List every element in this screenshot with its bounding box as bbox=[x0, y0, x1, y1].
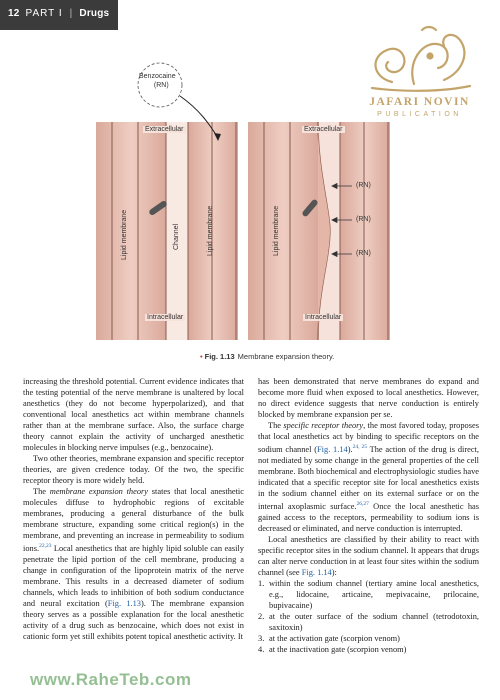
left-paragraph-1: increasing the threshold potential. Current evidence indicates that the testing potential of the nerve membrane is unaltered by local anesthetics (they do not become hyperpolarized), and that conventional local anesthetics act within membrane channels rather than at the membrane surface. Also, the surface charge theory cannot explain the activity of uncharged anesthetic molecules in blocking nerve impulses (e.g., benzocaine). bbox=[23, 377, 244, 452]
list-text: at the inactivation gate (scorpion venom) bbox=[269, 644, 407, 654]
rn-label-3: (RN) bbox=[356, 250, 371, 257]
left-lipid-label-2: Lipid membrane bbox=[207, 205, 214, 256]
watermark: www.RaheTeb.com bbox=[30, 670, 192, 689]
rp2-text-c: ). bbox=[347, 444, 353, 454]
rp2-text-b: , the most favored today, proposes that local anesthetics act by binding to specific receptors on the sodium channel ( bbox=[258, 421, 479, 454]
right-panel bbox=[248, 122, 390, 340]
channel-label: Channel bbox=[173, 223, 180, 250]
list-number: 2. bbox=[258, 611, 265, 621]
list-text: within the sodium channel (tertiary amine local anesthetics, e.g., lidocaine, articaine, mepivacaine, prilocaine, bupivacaine) bbox=[269, 578, 479, 610]
right-paragraph-3 bbox=[258, 534, 479, 578]
fig-1-14-link[interactable]: Fig. 1.14 bbox=[317, 444, 348, 454]
logo-subtitle: PUBLICATION bbox=[377, 111, 462, 118]
page-number: 12 bbox=[8, 8, 20, 19]
caption-bullet: • bbox=[200, 352, 203, 361]
list-number: 1. bbox=[258, 578, 265, 588]
left-lipid-label: Lipid membrane bbox=[121, 209, 128, 260]
list-text: at the activation gate (scorpion venom) bbox=[269, 633, 400, 643]
reference-26-27[interactable]: 26,27 bbox=[356, 500, 369, 507]
rp2-text-e: Once the local anesthetic has gained access to the receptors, permeability to sodium ions is decreased or eliminated, and nerve conduction is interrupted. bbox=[258, 501, 479, 533]
benzocaine-rn: (RN) bbox=[153, 82, 169, 89]
rp3-text-a: Local anesthetics are classified by their ability to react with specific receptor sites in the sodium channel. It appears that drugs can alter nerve conduction in at least four sites within the sodium channel (see bbox=[258, 534, 479, 577]
rp2-lead: The bbox=[268, 421, 284, 430]
list-item bbox=[258, 633, 479, 644]
left-intracellular-label: Intracellular bbox=[147, 314, 184, 321]
list-number: 4. bbox=[258, 644, 265, 654]
p3-text-c: Local anesthetics that are highly lipid soluble can easily penetrate the lipid portion of the cell membrane, producing a change in configuration of the lipoprotein matrix of the nerve membrane. This results in a decreased diameter of sodium channels, which leads to inhibition of both sodium conductance and neural excitation ( bbox=[23, 543, 244, 608]
right-extracellular-label: Extracellular bbox=[304, 126, 343, 133]
rp3-text-b: ): bbox=[331, 567, 337, 577]
figure-caption bbox=[200, 352, 334, 361]
header-separator: | bbox=[69, 8, 73, 19]
benzocaine-text: Benzocaine bbox=[139, 73, 176, 80]
list-text: at the outer surface of the sodium channel (tetrodotoxin, saxitoxin) bbox=[269, 611, 479, 632]
fig-1-13-link[interactable]: Fig. 1.13 bbox=[107, 598, 141, 608]
list-number: 3. bbox=[258, 633, 265, 643]
rn-label-2: (RN) bbox=[356, 216, 371, 223]
list-item bbox=[258, 644, 479, 655]
right-text-column bbox=[258, 376, 479, 655]
caption-text: Membrane expansion theory. bbox=[237, 352, 335, 361]
list-item bbox=[258, 578, 479, 611]
p3-text-b: states that local anesthetic molecules diffuse to hydrophobic regions of excitable membranes, producing a general disturbance of the bulk membrane structure, expanding some critical region(s) in the membrane, and preventing an increase in permeability to sodium ions. bbox=[23, 487, 244, 553]
left-paragraph-2: Two other theories, membrane expansion and specific receptor theories, are given credence today. Of the two, the specific receptor theory is more widely held. bbox=[23, 454, 244, 485]
logo-name: JAFARI NOVIN bbox=[369, 96, 470, 108]
list-item bbox=[258, 611, 479, 633]
right-intracellular-label: Intracellular bbox=[305, 314, 342, 321]
left-lipid-membrane bbox=[96, 122, 166, 340]
reference-22-23[interactable]: 22,23 bbox=[39, 543, 52, 549]
right-lipid-label: Lipid membrane bbox=[273, 205, 280, 256]
right-paragraph-1: has been demonstrated that nerve membranes do expand and become more fluid when exposed to local anesthetics. However, no direct evidence suggests that nerve conduction is entirely blocked by membrane expansion per se. bbox=[258, 377, 479, 419]
p3-lead: The bbox=[33, 487, 50, 496]
benzocaine-label bbox=[139, 72, 176, 90]
site-list bbox=[258, 578, 479, 655]
p3-text-d: ). The membrane expansion theory serves as a possible explanation for the local anesthetic activity of a drug such as benzocaine, which does not exist in cationic form yet still exhibits potent topical anesthetic activity. It bbox=[23, 598, 244, 641]
left-panel bbox=[96, 63, 238, 340]
specific-receptor-term: specific receptor theory bbox=[283, 421, 364, 430]
membrane-expansion-term: membrane expansion theory bbox=[49, 487, 149, 496]
left-text-column bbox=[23, 376, 244, 642]
reference-24-25[interactable]: 24, 25 bbox=[352, 444, 368, 450]
rp2-text-d: The action of the drug is direct, not mediated by some change in the general properties of the cell membrane. Both biochemical and electrophysiologic studies have indicated that a specific receptor site for local anesthetics exists in the sodium channel either on its external surface or on the internal axoplasmic surface. bbox=[258, 444, 479, 511]
caption-figure-number: Fig. 1.13 bbox=[204, 352, 235, 361]
left-extracellular-label: Extracellular bbox=[145, 126, 184, 133]
left-paragraph-3 bbox=[23, 486, 244, 642]
part-label: PART I bbox=[25, 8, 63, 19]
fig-1-14-link-2[interactable]: Fig. 1.14 bbox=[301, 567, 332, 577]
section-label: Drugs bbox=[79, 8, 110, 19]
rn-label-1: (RN) bbox=[356, 182, 371, 189]
right-paragraph-2 bbox=[258, 420, 479, 534]
